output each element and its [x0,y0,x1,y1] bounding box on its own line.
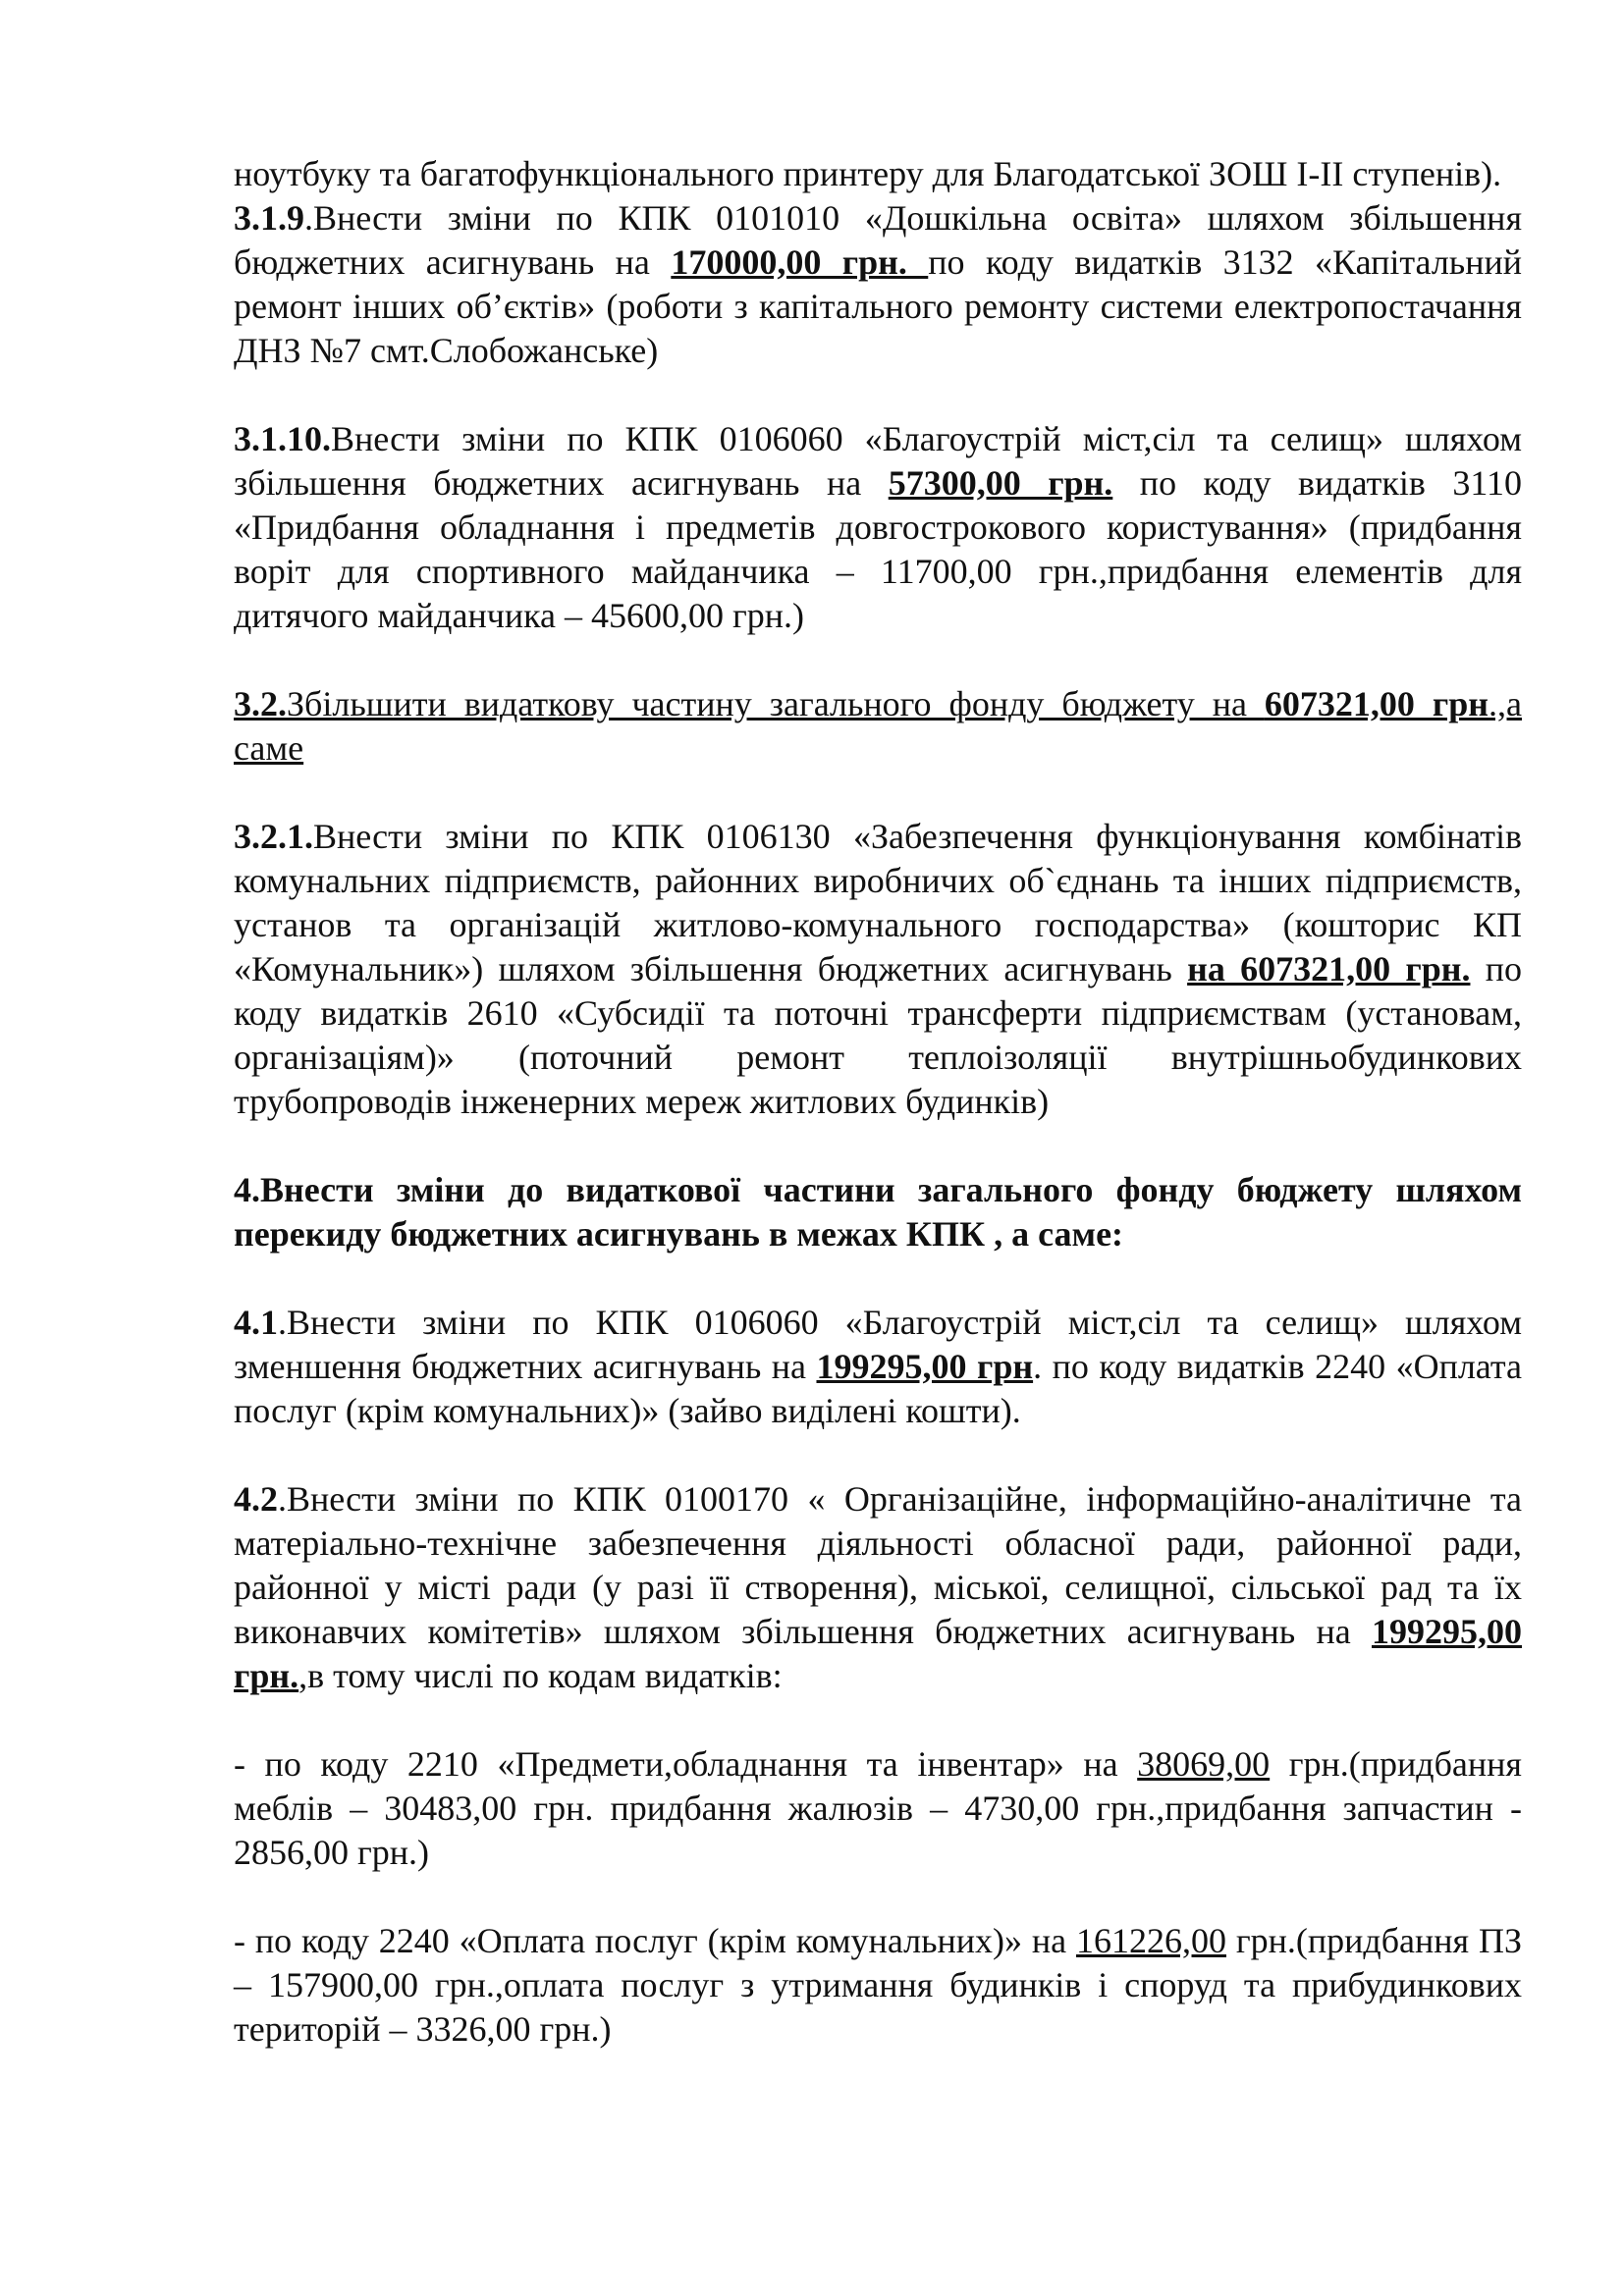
paragraph-text: ноутбуку та багатофункціонального принтеру для Благодатської ЗОШ І-ІІ ступенів). [234,154,1502,193]
item-number: 3.2.1. [234,817,313,856]
paragraph-text: .Внести зміни по КПК 0100170 « Організаційне, інформаційно-аналітичне та матеріально-технічне забезпечення діяльності обласної ради, районної ради, районної у місті ради (у разі її створення), міської, селищної, сільської рад та їх виконавчих комітетів» шляхом збільшення бюджетних асигнувань на [234,1479,1522,1651]
amount-highlight: 170000,00 грн. [671,242,929,282]
list-item-code-2240 [234,1919,1522,2052]
document-page [234,152,1522,2052]
paragraph-text: по коду видатків 3132 «Капітальний ремонт інших об’єктів» (роботи з капітального ремонту системи електропостачання ДНЗ №7 смт.Слобожанське) [234,242,1522,370]
paragraph-continuation [234,152,1522,196]
paragraph-text: по коду видатків 2610 «Субсидії та поточні трансферти підприємствам (установам, організаціям)» (поточний ремонт теплоізоляції внутрішньобудинкових трубопроводів інженерних мереж житлових будинків) [234,949,1523,1121]
paragraph-3-1-9 [234,196,1522,373]
paragraph-text: по коду видатків 3110 «Придбання обладнання і предметів довгострокового користування» (придбання воріт для спортивного майданчика – 11700,00 грн.,придбання елементів для дитячого майданчика – 45600,00 грн.) [234,463,1522,635]
paragraph-text: .,а саме [234,684,1522,768]
amount-underlined: 38069,00 [1137,1744,1271,1784]
item-number: 3.1.9 [234,198,304,238]
paragraph-text: .Внести зміни по КПК 0106060 «Благоустрій міст,сіл та селищ» шляхом зменшення бюджетних асигнувань на [234,1303,1522,1386]
heading-text: 4.Внести зміни до видаткової частини загального фонду бюджету шляхом перекиду бюджетних асигнувань в межах КПК , а саме: [234,1170,1522,1254]
item-number: 4.2 [234,1479,278,1519]
paragraph-text: Внести зміни по КПК 0106130 «Забезпечення функціонування комбінатів комунальних підприємств, районних виробничих об`єднань та інших підприємств, установ та організацій житлово-комунального господарства» (кошторис КП «Комунальник») шляхом збільшення бюджетних асигнувань [234,817,1522,988]
paragraph-3-2-1 [234,815,1522,1124]
paragraph-4-2 [234,1477,1522,1698]
list-item-code-2210 [234,1742,1522,1875]
item-number: 4.1 [234,1303,278,1342]
amount-underlined: 161226,00 [1075,1921,1226,1960]
amount-highlight: 607321,00 грн [1264,684,1489,723]
paragraph-3-2 [234,682,1522,771]
paragraph-text: Внести зміни по КПК 0106060 «Благоустрій міст,сіл та селищ» шляхом збільшення бюджетних асигнувань на [234,419,1522,503]
item-number: 3.1.10. [234,419,331,458]
amount-highlight: 199295,00 грн. [234,1612,1522,1695]
amount-highlight: 57300,00 грн. [888,463,1113,503]
paragraph-4-1 [234,1301,1522,1433]
amount-highlight: 199295,00 грн [816,1347,1034,1386]
paragraph-text: Збільшити видаткову частину загального фонду бюджету на [287,684,1265,723]
paragraph-text: .Внести зміни по КПК 0101010 «Дошкільна освіта» шляхом збільшення бюджетних асигнувань на [234,198,1522,282]
paragraph-text: ,в тому числі по кодам видатків: [298,1656,783,1695]
paragraph-text: . по коду видатків 2240 «Оплата послуг (крім комунальних)» (зайво виділені кошти). [234,1347,1522,1430]
section-heading-4 [234,1168,1522,1256]
paragraph-text: - по коду 2210 «Предмети,обладнання та інвентар» на [234,1744,1138,1784]
paragraph-3-1-10 [234,417,1522,638]
paragraph-text: грн.(придбання ПЗ – 157900,00 грн.,оплата послуг з утримання будинків і споруд та прибудинкових територій – 3326,00 грн.) [234,1921,1522,2049]
paragraph-text: грн.(придбання меблів – 30483,00 грн. придбання жалюзів – 4730,00 грн.,придбання запчастин - 2856,00 грн.) [234,1744,1522,1872]
paragraph-text: - по коду 2240 «Оплата послуг (крім комунальних)» на [234,1921,1076,1960]
item-number: 3.2. [234,684,287,723]
amount-highlight: на 607321,00 грн. [1187,949,1471,988]
